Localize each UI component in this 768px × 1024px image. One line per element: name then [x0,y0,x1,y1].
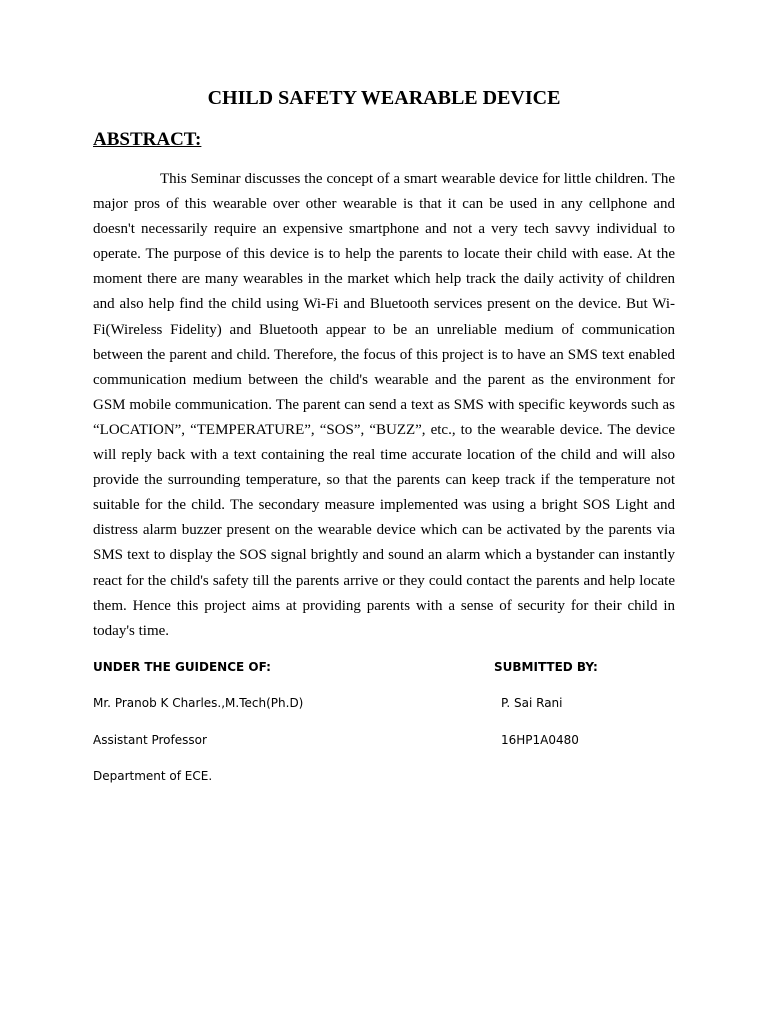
abstract-heading: ABSTRACT: [93,129,202,150]
abstract-paragraph: This Seminar discusses the concept of a smart wearable device for little children. The major pros of this wearable over other wearable is that it can be used in any cellphone and doesn't necessarily require an expensive smartphone and not a very tech savvy individual to operate. The purpose of this device is to help the parents to locate their child with ease. At the moment there are many wearables in the market which help track the daily activity of children and also help find the child using Wi-Fi and Bluetooth services present on the device. But Wi-Fi(Wireless Fidelity) and Bluetooth appear to be an unreliable medium of communication between the parent and child. Therefore, the focus of this project is to have an SMS text enabled communication medium between the child's wearable and the parent as the environment for GSM mobile communication. The parent can send a text as SMS with specific keywords such as “LOCATION”, “TEMPERATURE”, “SOS”, “BUZZ”, etc., to the wearable device. The device will reply back with a text containing the real time accurate location of the child and will also provide the surrounding temperature, so that the parents can keep track if the temperature not suitable for the child. The secondary measure implemented was using a bright SOS Light and distress alarm buzzer present on the wearable device which can be activated by the parents via SMS text to display the SOS signal brightly and sound an alarm which a bystander can instantly react for the child's safety till the parents arrive or they could contact the parents and help locate them. Hence this project aims at providing parents with a sense of security for their child in today's time. [93,171,675,639]
guide-name: Mr. Pranob K Charles.,M.Tech(Ph.D) [93,696,304,710]
student-roll-number: 16HP1A0480 [501,733,579,747]
guide-department: Department of ECE. [93,769,213,783]
guide-designation: Assistant Professor [93,733,207,747]
document-title: CHILD SAFETY WEARABLE DEVICE [207,87,561,109]
submitted-by-heading: SUBMITTED BY: [494,660,598,674]
student-name: P. Sai Rani [501,696,563,710]
guidance-heading: UNDER THE GUIDENCE OF: [93,660,271,674]
